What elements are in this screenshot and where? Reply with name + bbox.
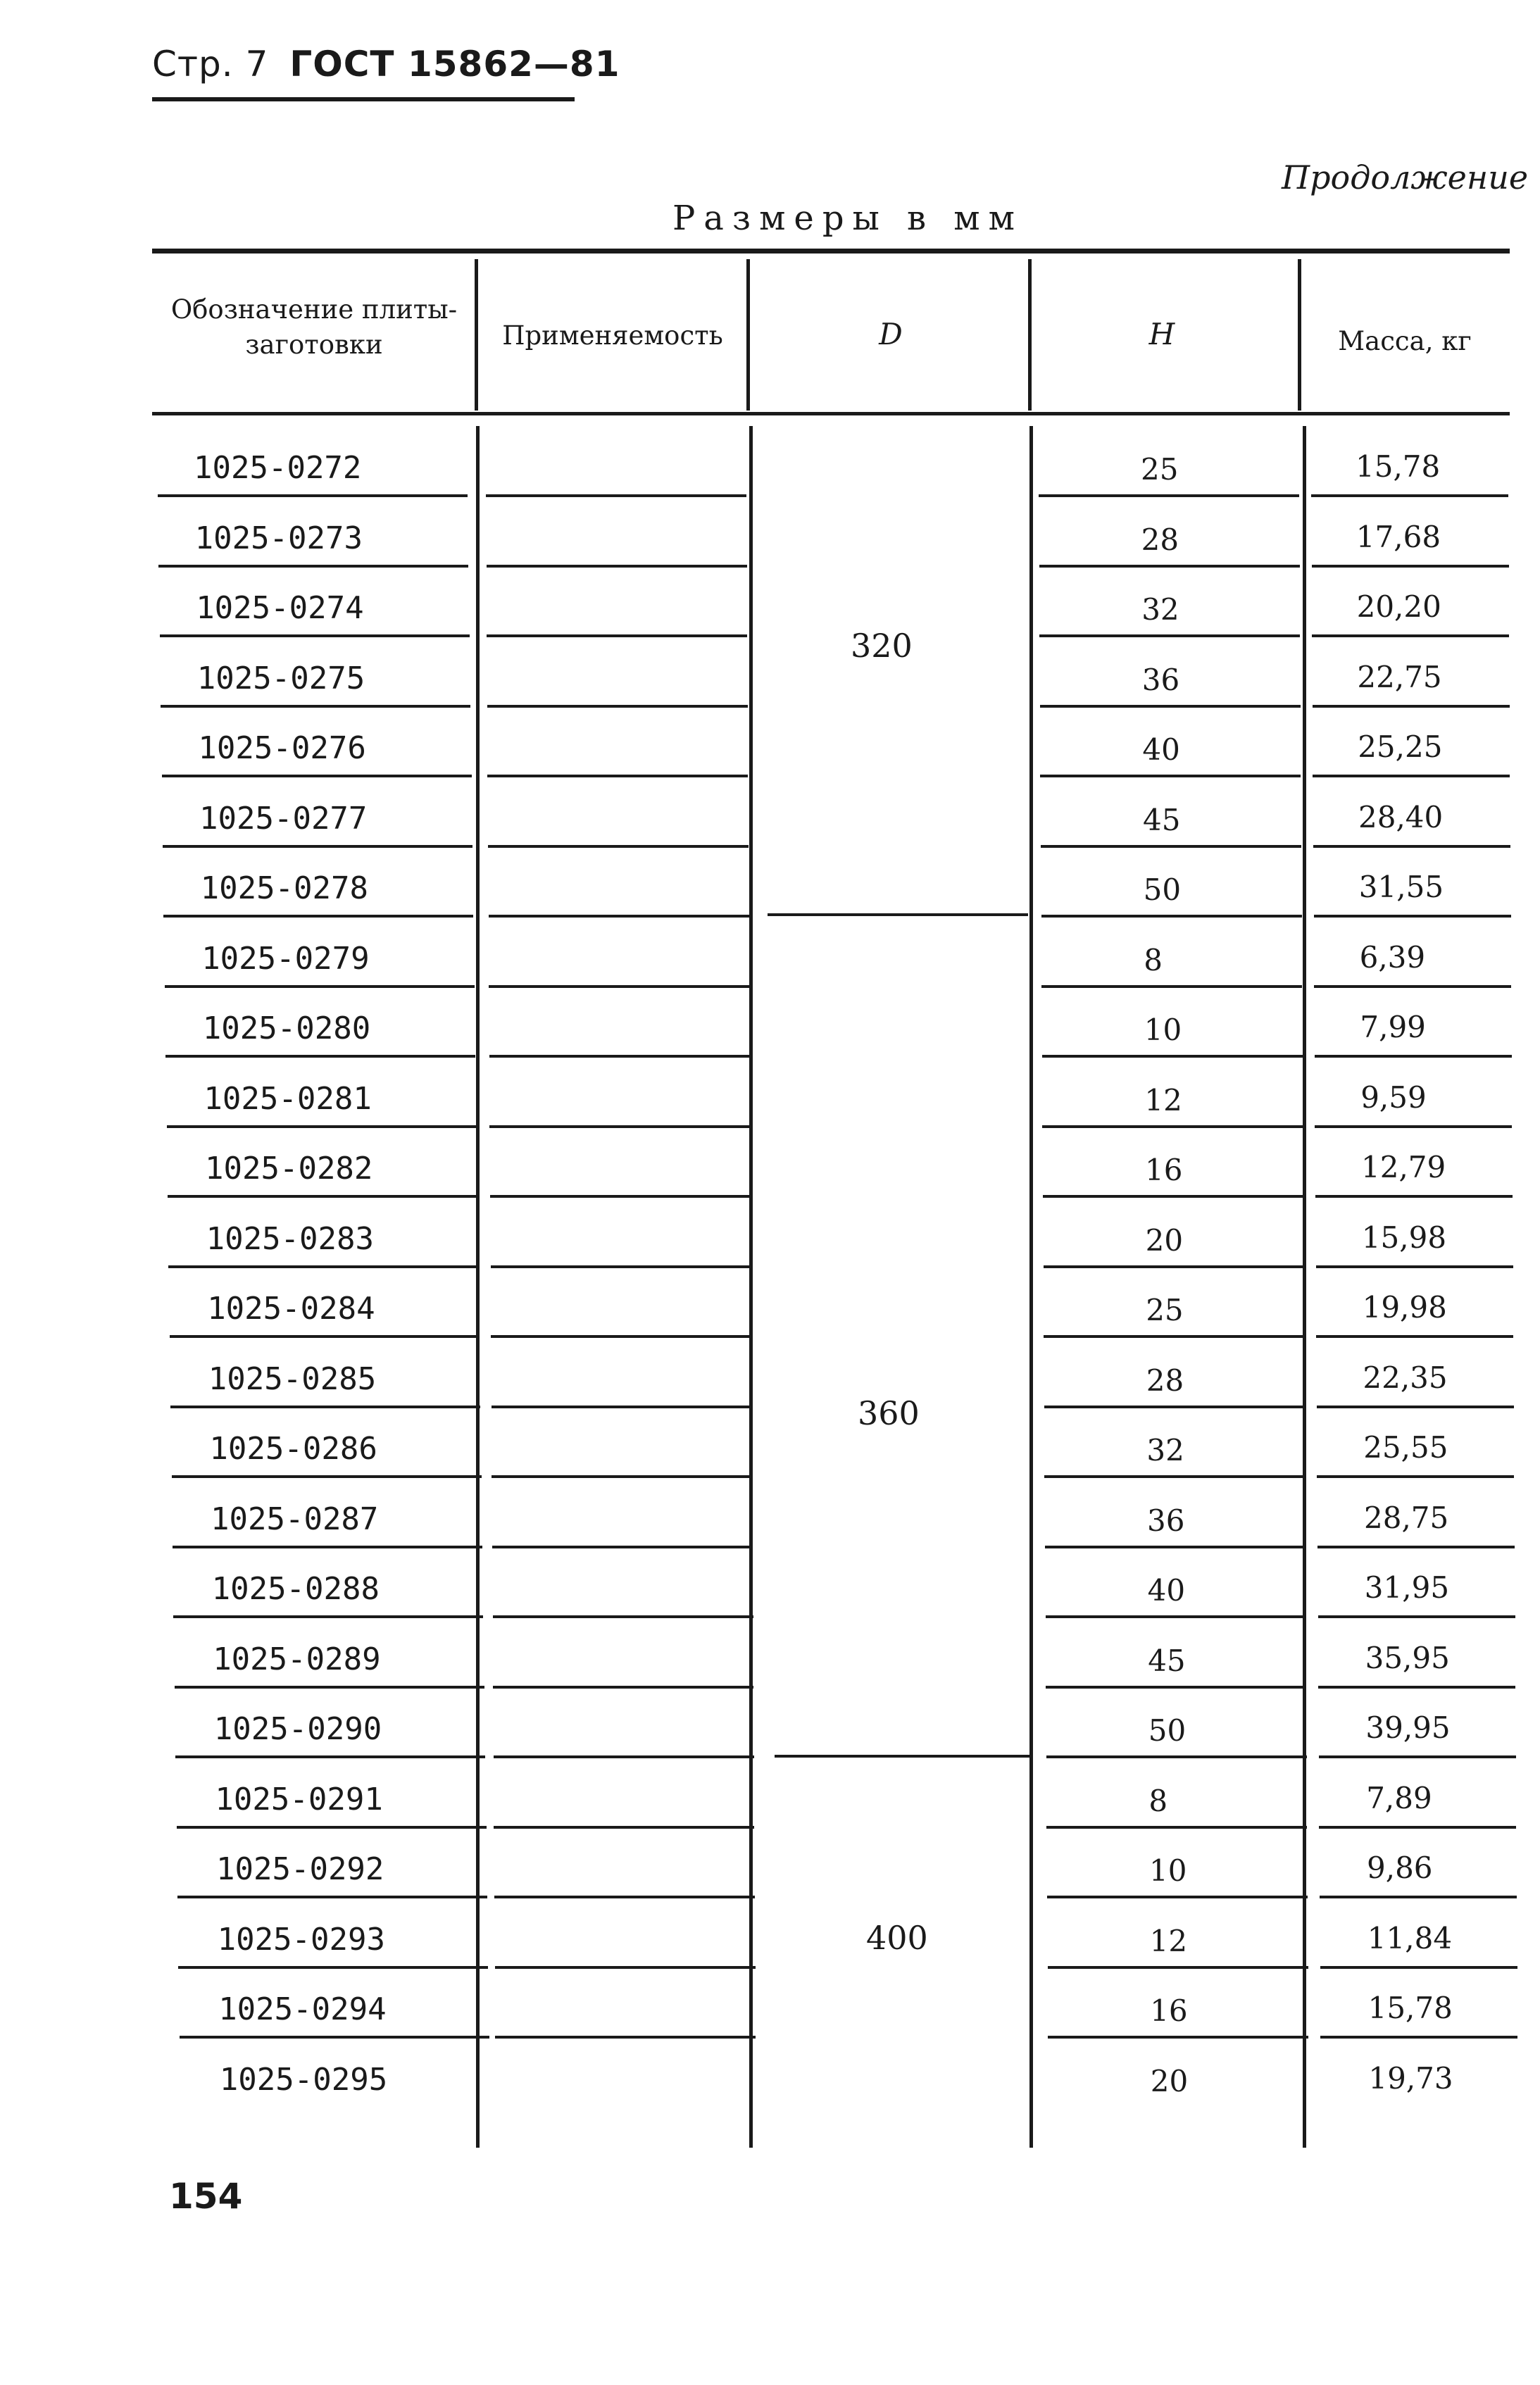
row-rule [170, 1335, 480, 1338]
row-rule [173, 1546, 482, 1548]
row-rule [491, 1335, 751, 1338]
row-mass: 15,98 [1361, 1220, 1447, 1255]
row-rule [1046, 1826, 1307, 1829]
row-designation: 1025-0272 [194, 450, 362, 486]
row-rule [178, 1966, 488, 1969]
row-designation: 1025-0276 [198, 730, 366, 766]
row-rule [487, 634, 747, 637]
header-designation [152, 292, 476, 363]
row-rule [1316, 1335, 1513, 1338]
row-rule [1043, 1195, 1303, 1198]
row-rule [495, 1966, 756, 1969]
table-header-rule [152, 412, 1510, 415]
row-rule [1320, 1966, 1517, 1969]
row-designation: 1025-0281 [204, 1080, 372, 1117]
row-rule [175, 1686, 484, 1689]
row-designation: 1025-0273 [194, 520, 363, 556]
row-rule [168, 1265, 478, 1268]
row-rule [177, 1826, 487, 1829]
row-rule [494, 1896, 755, 1898]
row-rule [1041, 845, 1301, 848]
row-rule [1313, 705, 1510, 708]
row-designation: 1025-0285 [208, 1360, 377, 1397]
row-designation: 1025-0280 [202, 1010, 371, 1046]
row-mass: 35,95 [1365, 1640, 1450, 1675]
row-rule [163, 845, 472, 848]
row-rule [161, 705, 470, 708]
table-top-rule [152, 249, 1510, 253]
body-divider-4 [1303, 426, 1306, 2148]
row-rule [162, 775, 472, 777]
row-rule [492, 1406, 752, 1408]
row-rule [489, 1125, 750, 1128]
row-h: 8 [1148, 1783, 1168, 1818]
row-rule [1041, 985, 1302, 988]
row-rule [1320, 1896, 1517, 1898]
row-rule [1042, 1125, 1303, 1128]
row-rule [488, 845, 749, 848]
col-divider-1 [475, 259, 478, 411]
header-applicability-text: Применяемость [502, 320, 723, 351]
row-h: 45 [1148, 1643, 1186, 1678]
row-h: 40 [1142, 732, 1180, 767]
row-h: 28 [1141, 522, 1179, 557]
header-h-text: H [1148, 317, 1175, 351]
row-mass: 19,98 [1362, 1290, 1447, 1325]
row-mass: 31,95 [1364, 1570, 1450, 1605]
row-rule [1315, 1195, 1513, 1198]
row-rule [158, 565, 468, 568]
row-rule [487, 705, 748, 708]
row-rule [1315, 1055, 1512, 1058]
row-rule [1319, 1826, 1516, 1829]
row-h: 8 [1144, 942, 1163, 977]
row-h: 36 [1147, 1503, 1185, 1538]
units-caption: Размеры в мм [672, 199, 1023, 238]
row-h: 10 [1144, 1013, 1182, 1047]
page-label: Стр. 7 [152, 44, 269, 84]
row-rule [1041, 915, 1302, 918]
page-number: 154 [169, 2176, 243, 2217]
row-rule [492, 1475, 752, 1478]
row-rule [1319, 1755, 1516, 1758]
header-underline [152, 97, 575, 101]
row-rule [1046, 1615, 1306, 1618]
body-divider-3 [1029, 426, 1033, 2148]
row-h: 25 [1141, 452, 1179, 487]
row-rule [490, 1195, 751, 1198]
row-rule [1044, 1475, 1305, 1478]
row-designation: 1025-0293 [217, 1921, 386, 1958]
row-rule [1314, 915, 1511, 918]
row-h: 50 [1148, 1713, 1187, 1748]
row-mass: 7,89 [1366, 1780, 1432, 1815]
row-rule [491, 1265, 751, 1268]
row-h: 16 [1150, 1993, 1188, 2028]
row-designation: 1025-0291 [215, 1781, 383, 1817]
row-h: 25 [1146, 1293, 1184, 1327]
row-rule [1320, 2036, 1517, 2039]
header-d [750, 317, 1032, 352]
row-designation: 1025-0290 [213, 1711, 382, 1747]
d-group-separator-1 [768, 913, 1028, 916]
d-group-separator-2 [775, 1755, 1032, 1758]
row-designation: 1025-0289 [213, 1641, 381, 1677]
row-rule [1039, 565, 1300, 568]
row-rule [1040, 775, 1301, 777]
row-designation: 1025-0274 [196, 590, 364, 626]
row-rule [1048, 2036, 1308, 2039]
row-h: 12 [1144, 1082, 1182, 1118]
row-mass: 9,86 [1367, 1851, 1433, 1885]
row-mass: 15,78 [1367, 1991, 1453, 2025]
col-divider-2 [746, 259, 750, 411]
row-designation: 1025-0278 [200, 870, 369, 906]
row-rule [489, 985, 749, 988]
row-rule [1316, 1265, 1513, 1268]
row-designation: 1025-0275 [196, 660, 365, 696]
row-rule [1048, 1966, 1308, 1969]
row-rule [1039, 634, 1300, 637]
col-divider-4 [1298, 259, 1301, 411]
row-h: 32 [1146, 1433, 1184, 1467]
row-rule [165, 1055, 475, 1058]
row-designation: 1025-0287 [211, 1501, 379, 1537]
row-designation: 1025-0292 [216, 1851, 384, 1887]
row-rule [492, 1546, 753, 1548]
row-mass: 20,20 [1356, 589, 1441, 624]
header-h [1028, 317, 1296, 352]
row-mass: 15,78 [1356, 449, 1441, 484]
row-h: 10 [1149, 1853, 1187, 1888]
row-h: 40 [1147, 1573, 1186, 1608]
row-rule [177, 1896, 487, 1898]
d-group-320: 320 [851, 627, 913, 665]
row-rule [170, 1406, 480, 1408]
row-rule [175, 1755, 485, 1758]
row-mass: 31,55 [1358, 870, 1444, 904]
row-rule [494, 1755, 754, 1758]
row-rule [1317, 1406, 1514, 1408]
row-rule [1312, 565, 1509, 568]
row-rule [1312, 634, 1509, 637]
row-mass: 22,75 [1357, 659, 1442, 694]
row-rule [493, 1615, 753, 1618]
row-designation: 1025-0286 [209, 1431, 377, 1467]
row-rule [1044, 1265, 1304, 1268]
row-rule [1044, 1406, 1305, 1408]
row-rule [487, 565, 747, 568]
row-mass: 39,95 [1365, 1710, 1451, 1745]
row-designation: 1025-0294 [218, 1991, 387, 2027]
row-rule [180, 2036, 489, 2039]
row-h: 12 [1149, 1923, 1188, 1958]
row-rule [1313, 845, 1510, 848]
row-rule [1314, 985, 1511, 988]
row-rule [168, 1195, 477, 1198]
row-mass: 17,68 [1356, 519, 1441, 554]
row-rule [163, 915, 473, 918]
row-rule [1039, 494, 1299, 497]
col-divider-3 [1028, 259, 1032, 411]
row-rule [486, 494, 746, 497]
header-mass [1299, 324, 1510, 359]
row-mass: 11,84 [1367, 1920, 1453, 1955]
row-mass: 6,39 [1359, 939, 1426, 975]
row-mass: 22,35 [1363, 1360, 1448, 1395]
row-h: 20 [1150, 2063, 1189, 2098]
row-rule [1311, 494, 1508, 497]
row-rule [167, 1125, 477, 1128]
row-h: 50 [1143, 872, 1182, 907]
header-d-text: D [879, 317, 903, 351]
row-rule [165, 985, 475, 988]
row-designation: 1025-0277 [199, 800, 368, 837]
row-rule [1317, 1546, 1515, 1548]
row-rule [1046, 1755, 1307, 1758]
row-mass: 12,79 [1361, 1150, 1446, 1184]
row-designation: 1025-0288 [211, 1571, 380, 1607]
row-mass: 25,55 [1363, 1430, 1448, 1465]
row-mass: 28,75 [1364, 1500, 1449, 1535]
row-rule [172, 1475, 482, 1478]
row-rule [1040, 705, 1301, 708]
row-rule [160, 634, 470, 637]
row-rule [158, 494, 468, 497]
row-rule [1318, 1615, 1515, 1618]
row-rule [1047, 1896, 1308, 1898]
continuation-label: Продолжение [1282, 158, 1529, 196]
body-divider-2 [749, 426, 753, 2148]
running-header [152, 44, 620, 84]
row-rule [1317, 1475, 1514, 1478]
row-rule [1045, 1546, 1306, 1548]
d-group-400: 400 [866, 1919, 928, 1957]
row-h: 28 [1146, 1363, 1184, 1398]
row-h: 45 [1143, 802, 1181, 837]
header-applicability [479, 318, 746, 353]
row-h: 16 [1145, 1153, 1183, 1187]
row-h: 32 [1141, 592, 1179, 627]
row-rule [1044, 1335, 1304, 1338]
row-designation: 1025-0295 [219, 2061, 388, 2098]
row-h: 20 [1145, 1222, 1184, 1258]
row-designation: 1025-0279 [201, 940, 370, 977]
header-designation-text: Обозначение плиты-заготовки [170, 294, 458, 360]
row-mass: 28,40 [1358, 799, 1444, 834]
row-designation: 1025-0283 [206, 1220, 375, 1257]
row-rule [1042, 1055, 1303, 1058]
row-rule [493, 1686, 753, 1689]
row-rule [494, 1826, 754, 1829]
row-rule [1315, 1125, 1512, 1128]
row-rule [173, 1615, 483, 1618]
d-group-360: 360 [858, 1394, 920, 1432]
row-rule [1313, 775, 1510, 777]
body-divider-1 [476, 426, 480, 2148]
row-rule [1318, 1686, 1515, 1689]
row-rule [495, 2036, 756, 2039]
row-mass: 9,59 [1360, 1079, 1427, 1115]
row-rule [1046, 1686, 1306, 1689]
gost-number: ГОСТ 15862—81 [289, 44, 620, 84]
row-mass: 7,99 [1360, 1010, 1426, 1044]
row-designation: 1025-0282 [205, 1151, 373, 1187]
row-rule [487, 775, 748, 777]
row-rule [489, 1055, 750, 1058]
row-rule [489, 915, 749, 918]
header-mass-text: Масса, кг [1338, 326, 1472, 356]
row-mass: 25,25 [1358, 730, 1443, 764]
row-h: 36 [1141, 662, 1180, 697]
row-mass: 19,73 [1368, 2060, 1453, 2096]
row-designation: 1025-0284 [207, 1291, 375, 1327]
